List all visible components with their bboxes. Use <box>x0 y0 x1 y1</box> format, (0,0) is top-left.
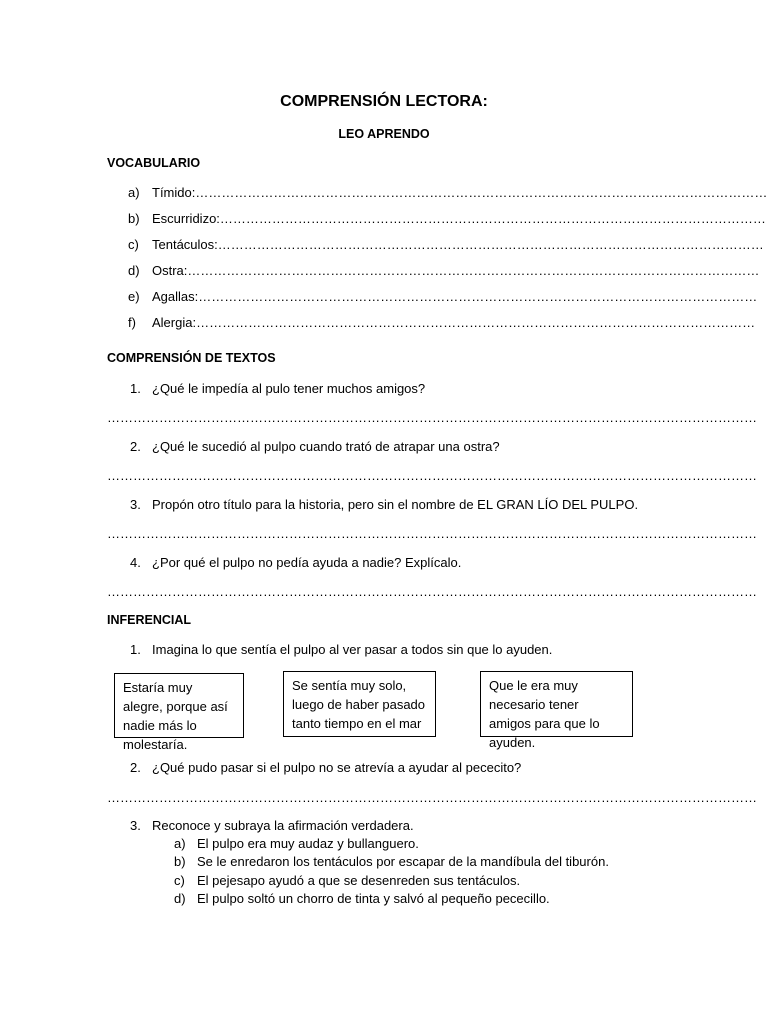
question-number: 1. <box>130 381 141 396</box>
option-box: Estaría muy alegre, porque así nadie más lo molestaría. <box>114 673 244 738</box>
vocab-letter: b) <box>128 211 140 226</box>
question-number: 4. <box>130 555 141 570</box>
answer-line: …………………………………………………………………………………………………………………………………… <box>107 790 757 805</box>
question-text: Propón otro título para la historia, pero sin el nombre de EL GRAN LÍO DEL PULPO. <box>152 497 639 512</box>
comprension-heading: COMPRENSIÓN DE TEXTOS <box>107 351 276 365</box>
choice-letter: d) <box>174 891 186 906</box>
vocab-item-tentaculos: Tentáculos:……………………………………………………………………………………………………………… <box>152 237 764 252</box>
question-text: ¿Qué le sucedió al pulpo cuando trató de atrapar una ostra? <box>152 439 500 454</box>
vocabulario-heading: VOCABULARIO <box>107 156 201 170</box>
question-text: Reconoce y subraya la afirmación verdadera. <box>152 818 414 833</box>
vocab-letter: d) <box>128 263 140 278</box>
question-text: Imagina lo que sentía el pulpo al ver pasar a todos sin que lo ayuden. <box>152 642 553 657</box>
answer-line: …………………………………………………………………………………………………………………………………… <box>107 526 757 541</box>
inferencial-heading: INFERENCIAL <box>107 613 192 627</box>
page-title: COMPRENSIÓN LECTORA: <box>280 93 488 110</box>
choice-text: El pejesapo ayudó a que se desenreden sus tentáculos. <box>197 873 521 888</box>
choice-text: El pulpo soltó un chorro de tinta y salvó al pequeño pececillo. <box>197 891 550 906</box>
question-text: ¿Qué pudo pasar si el pulpo no se atrevía a ayudar al pececito? <box>152 760 522 775</box>
vocab-letter: f) <box>128 315 136 330</box>
option-box: Se sentía muy solo, luego de haber pasado tanto tiempo en el mar <box>283 671 436 737</box>
choice-text: El pulpo era muy audaz y bullanguero. <box>197 836 419 851</box>
answer-line: …………………………………………………………………………………………………………………………………… <box>107 468 757 483</box>
vocab-letter: e) <box>128 289 140 304</box>
question-number: 2. <box>130 439 141 454</box>
vocab-item-alergia: Alergia:………………………………………………………………………………………………………………… <box>152 315 756 330</box>
question-text: ¿Por qué el pulpo no pedía ayuda a nadie? Explícalo. <box>152 555 462 570</box>
answer-line: …………………………………………………………………………………………………………………………………… <box>107 584 757 599</box>
choice-letter: c) <box>174 873 185 888</box>
answer-line: …………………………………………………………………………………………………………………………………… <box>107 410 757 425</box>
choice-text: Se le enredaron los tentáculos por escapar de la mandíbula del tiburón. <box>197 854 609 869</box>
vocab-item-agallas: Agallas:………………………………………………………………………………………………………………… <box>152 289 758 304</box>
question-number: 1. <box>130 642 141 657</box>
vocab-item-timido: Tímido:…………………………………………………………………………………………………………………… <box>152 185 768 200</box>
question-number: 2. <box>130 760 141 775</box>
vocab-letter: a) <box>128 185 140 200</box>
page-subtitle: LEO APRENDO <box>338 127 430 141</box>
vocab-item-escurridizo: Escurridizo:……………………………………………………………………………………………………………… <box>152 211 766 226</box>
choice-letter: b) <box>174 854 186 869</box>
question-text: ¿Qué le impedía al pulo tener muchos amigos? <box>152 381 426 396</box>
vocab-item-ostra: Ostra:…………………………………………………………………………………………………………………… <box>152 263 760 278</box>
option-box: Que le era muy necesario tener amigos para que lo ayuden. <box>480 671 633 737</box>
vocab-letter: c) <box>128 237 139 252</box>
choice-letter: a) <box>174 836 186 851</box>
question-number: 3. <box>130 497 141 512</box>
question-number: 3. <box>130 818 141 833</box>
